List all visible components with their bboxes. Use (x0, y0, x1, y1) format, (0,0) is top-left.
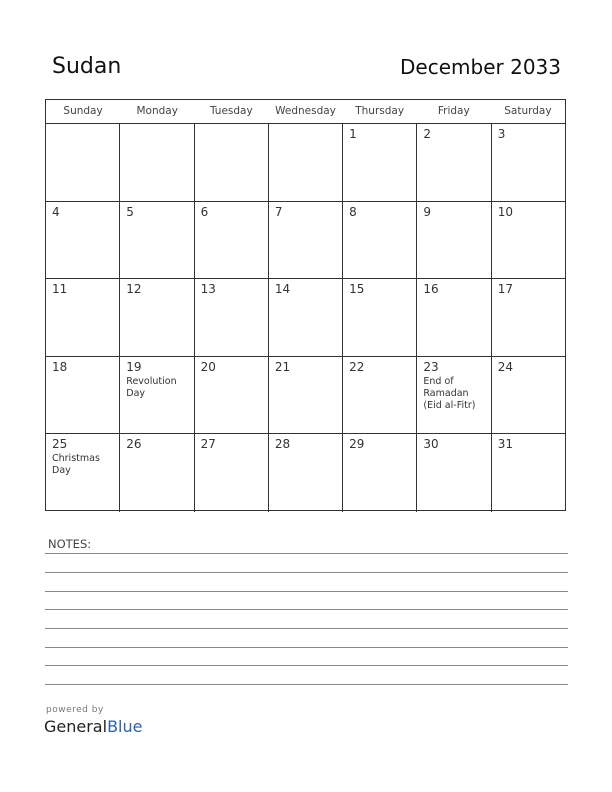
day-cell (343, 202, 417, 279)
day-number: 27 (200, 437, 216, 452)
day-cell (269, 434, 343, 512)
powered-by-text: powered by (46, 705, 104, 715)
day-cell (120, 124, 194, 201)
weekday-friday: Friday (437, 105, 470, 117)
day-number: 2 (423, 127, 432, 141)
holiday-label: End of Ramadan (Eid al-Fitr) (423, 375, 476, 411)
day-cell (492, 202, 565, 279)
day-number: 7 (274, 204, 283, 219)
brand-logo (44, 717, 142, 736)
notes-line (45, 647, 568, 648)
day-cell (269, 124, 343, 201)
day-number: 1 (349, 127, 357, 141)
day-number: 18 (52, 359, 68, 374)
day-number: 24 (497, 359, 513, 374)
day-cell (417, 124, 491, 201)
day-number: 8 (349, 204, 357, 219)
day-number: 25 (52, 437, 68, 452)
day-number: 10 (497, 204, 513, 219)
day-cell (195, 124, 269, 201)
weekday-sunday: Sunday (63, 105, 103, 117)
day-cell (492, 357, 565, 434)
day-cell (343, 434, 417, 512)
day-number: 19 (126, 359, 142, 374)
week-row (46, 124, 565, 202)
day-number: 13 (200, 282, 216, 297)
day-number: 15 (349, 282, 365, 297)
day-number: 4 (52, 204, 60, 219)
day-number: 28 (274, 437, 291, 452)
day-number: 26 (126, 437, 142, 452)
day-number: 12 (126, 282, 142, 297)
notes-line (45, 553, 568, 554)
day-cell (417, 202, 491, 279)
day-number: 9 (423, 204, 432, 219)
notes-line (45, 572, 568, 573)
day-cell (492, 124, 565, 201)
day-number: 16 (423, 282, 439, 297)
day-number: 6 (200, 204, 209, 219)
day-cell (195, 202, 269, 279)
week-row (46, 434, 565, 512)
weekday-thursday: Thursday (355, 105, 405, 117)
day-number: 3 (497, 127, 506, 141)
notes-line (45, 665, 568, 666)
day-number: 21 (274, 359, 291, 374)
day-cell (46, 434, 120, 512)
week-row (46, 202, 565, 280)
notes-label: NOTES: (48, 537, 92, 551)
weekday-monday: Monday (136, 105, 178, 117)
notes-line (45, 684, 568, 685)
day-cell (269, 357, 343, 434)
day-cell (195, 279, 269, 356)
holiday-label: Revolution Day (126, 375, 177, 399)
brand-name-part2: Blue (107, 717, 143, 736)
day-number: 30 (423, 437, 439, 452)
day-cell (492, 434, 565, 512)
day-number: 14 (274, 282, 291, 297)
day-number: 11 (52, 282, 68, 297)
day-cell (417, 279, 491, 356)
day-cell (269, 202, 343, 279)
day-cell (417, 357, 491, 434)
day-cell (120, 279, 194, 356)
day-number: 29 (349, 437, 365, 452)
day-cell (120, 357, 194, 434)
notes-line (45, 591, 568, 592)
holiday-label: Christmas Day (52, 453, 100, 477)
day-number: 22 (349, 359, 365, 374)
day-cell (343, 124, 417, 201)
day-cell (46, 202, 120, 279)
brand-name-part1: General (44, 717, 108, 736)
day-cell (343, 357, 417, 434)
day-cell (46, 357, 120, 434)
day-cell (417, 434, 491, 512)
weekday-tuesday: Tuesday (209, 105, 253, 117)
day-number: 5 (126, 204, 134, 219)
day-cell (46, 279, 120, 356)
month-year-title: December 2033 (400, 55, 561, 79)
day-cell (195, 357, 269, 434)
day-cell (46, 124, 120, 201)
day-number: 31 (497, 437, 513, 452)
weekday-wednesday: Wednesday (275, 105, 336, 117)
day-number: 17 (497, 282, 513, 297)
country-title: Sudan (52, 54, 122, 79)
day-number: 23 (423, 359, 439, 374)
day-cell (120, 434, 194, 512)
day-cell (195, 434, 269, 512)
day-number: 20 (200, 359, 216, 374)
calendar-grid (45, 99, 566, 511)
weekday-saturday: Saturday (504, 105, 552, 117)
week-row (46, 357, 565, 435)
notes-line (45, 628, 568, 629)
week-row (46, 279, 565, 357)
day-cell (120, 202, 194, 279)
weekday-header (46, 100, 565, 124)
day-cell (343, 279, 417, 356)
day-cell (269, 279, 343, 356)
notes-line (45, 609, 568, 610)
day-cell (492, 279, 565, 356)
